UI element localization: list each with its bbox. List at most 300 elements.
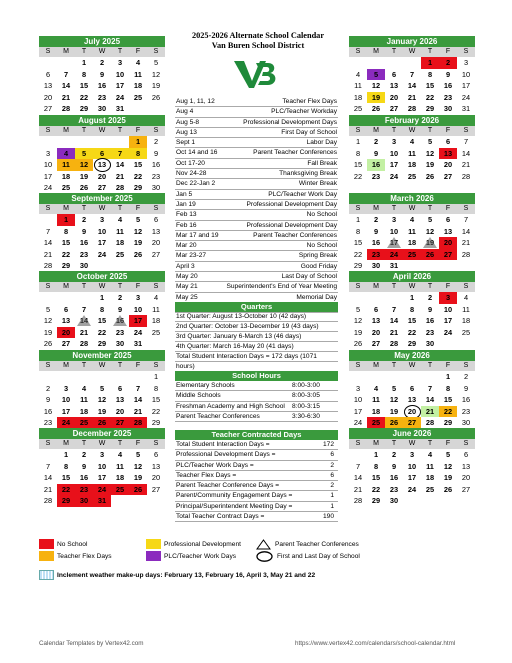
week-row bbox=[349, 92, 475, 104]
day-cell: 23 bbox=[367, 249, 385, 261]
weekday-label: M bbox=[373, 48, 379, 55]
day-cell: 6 bbox=[45, 69, 51, 79]
contract-days-section bbox=[175, 430, 338, 522]
month-calendar bbox=[39, 115, 165, 205]
day-cell: 20 bbox=[439, 237, 457, 249]
weekday-label: F bbox=[135, 362, 141, 369]
weekday-label: S bbox=[463, 362, 469, 369]
day-cell: 7 bbox=[463, 137, 469, 146]
day-cell: 3 bbox=[45, 148, 51, 158]
day-cell: 10 bbox=[97, 226, 107, 236]
weekday-label: S bbox=[463, 440, 469, 447]
weekday-label: S bbox=[45, 440, 51, 447]
event-date: Dec 22-Jan 2 bbox=[176, 180, 216, 188]
day-cell: 16 bbox=[443, 81, 453, 90]
day-cell: 18 bbox=[115, 238, 125, 247]
week-row bbox=[349, 315, 475, 327]
day-cell: 18 bbox=[371, 406, 381, 416]
event-date: Mar 20 bbox=[176, 242, 197, 250]
month-calendar bbox=[39, 193, 165, 272]
month-calendar bbox=[39, 271, 165, 350]
day-cell: 16 bbox=[151, 160, 161, 169]
events-list bbox=[175, 97, 338, 313]
weekday-label: M bbox=[63, 48, 69, 55]
contract-row bbox=[175, 512, 338, 522]
legend-pd bbox=[146, 539, 241, 549]
week-row bbox=[39, 103, 165, 115]
day-cell: 2 bbox=[427, 293, 433, 302]
day-cell: 25 bbox=[367, 417, 385, 429]
day-cell bbox=[349, 371, 367, 383]
day-cell bbox=[421, 371, 439, 383]
day-cell: 4 bbox=[373, 383, 379, 393]
day-cell: 25 bbox=[407, 171, 417, 181]
event-date: May 21 bbox=[176, 283, 198, 291]
weekday-header bbox=[349, 439, 475, 449]
quarters-section bbox=[175, 302, 338, 370]
weekday-label: S bbox=[45, 205, 51, 212]
day-cell bbox=[421, 260, 439, 272]
day-cell: 14 bbox=[389, 316, 399, 325]
quarter-line: 3rd Quarter: January 6-March 13 (46 days) bbox=[175, 332, 338, 342]
weekday-label: W bbox=[408, 48, 416, 55]
event-row bbox=[175, 262, 338, 272]
day-cell: 1 bbox=[129, 136, 147, 148]
day-cell bbox=[111, 371, 129, 383]
day-cell: 24 bbox=[461, 92, 471, 102]
day-cell: 8 bbox=[427, 69, 433, 79]
day-cell: 27 bbox=[151, 484, 161, 494]
event-description: Professional Development Day bbox=[246, 221, 337, 229]
day-cell: 25 bbox=[403, 249, 421, 261]
day-cell: 13 bbox=[439, 148, 457, 160]
day-cell bbox=[147, 495, 165, 507]
weekday-label: S bbox=[463, 283, 469, 290]
day-cell: 7 bbox=[463, 215, 469, 224]
day-cell: 31 bbox=[389, 261, 399, 270]
day-cell: 18 bbox=[151, 316, 161, 325]
legend-weather bbox=[39, 570, 315, 580]
day-cell: 7 bbox=[391, 304, 397, 314]
day-cell: 19 bbox=[443, 473, 453, 482]
day-cell: 7 bbox=[63, 69, 69, 79]
day-cell: 8 bbox=[355, 226, 361, 236]
event-date: Mar 23-27 bbox=[176, 252, 207, 260]
day-cell: 5 bbox=[99, 383, 105, 393]
day-cell: 3 bbox=[117, 58, 123, 67]
week-row bbox=[349, 371, 475, 383]
day-cell: 4 bbox=[135, 58, 141, 67]
day-cell bbox=[403, 260, 421, 272]
month-calendar bbox=[349, 193, 475, 272]
day-cell bbox=[129, 260, 147, 272]
day-cell: 22 bbox=[439, 406, 457, 418]
contract-value: 6 bbox=[330, 471, 334, 479]
event-description: Professional Development Day bbox=[246, 200, 337, 208]
event-row bbox=[175, 241, 338, 251]
day-cell bbox=[385, 371, 403, 383]
event-date: Aug 4 bbox=[176, 108, 194, 116]
contract-label: Parent/Community Engagement Days = bbox=[176, 492, 293, 500]
week-row bbox=[349, 406, 475, 418]
day-cell: 25 bbox=[61, 183, 71, 192]
contract-row bbox=[175, 502, 338, 512]
weekday-header bbox=[39, 439, 165, 449]
day-cell: 13 bbox=[43, 81, 53, 90]
event-description: Fall Break bbox=[307, 159, 337, 167]
day-cell: 22 bbox=[57, 484, 75, 496]
contract-row bbox=[175, 491, 338, 501]
day-cell: 16 bbox=[371, 238, 381, 247]
month-header: October 2025 bbox=[39, 271, 165, 282]
title-line1: 2025-2026 Alternate School Calendar bbox=[191, 31, 325, 40]
day-cell: 9 bbox=[99, 69, 105, 79]
week-row bbox=[349, 237, 475, 249]
day-cell: 13 bbox=[443, 226, 453, 236]
day-cell: 17 bbox=[461, 81, 471, 90]
week-row bbox=[349, 136, 475, 148]
day-cell: 9 bbox=[373, 148, 379, 158]
event-row bbox=[175, 200, 338, 210]
day-cell: 23 bbox=[151, 171, 161, 181]
day-cell: 25 bbox=[75, 417, 93, 429]
weekday-label: T bbox=[427, 205, 433, 212]
triangle-icon bbox=[256, 539, 271, 550]
day-cell: 2 bbox=[439, 57, 457, 69]
week-row bbox=[349, 484, 475, 496]
day-cell: 20 bbox=[97, 171, 107, 181]
weekday-header bbox=[349, 204, 475, 214]
day-cell: 22 bbox=[353, 249, 363, 259]
event-row bbox=[175, 190, 338, 200]
day-cell: 2 bbox=[463, 372, 469, 381]
day-cell: 7 bbox=[409, 69, 415, 79]
day-cell bbox=[403, 495, 421, 507]
day-cell: 29 bbox=[97, 339, 107, 348]
day-cell: 10 bbox=[133, 304, 143, 314]
month-header: September 2025 bbox=[39, 193, 165, 204]
day-cell: 29 bbox=[79, 104, 89, 113]
day-cell: 6 bbox=[117, 383, 123, 393]
day-cell: 8 bbox=[129, 148, 147, 160]
day-cell: 2 bbox=[373, 137, 379, 146]
day-cell: 6 bbox=[63, 304, 69, 314]
event-description: Parent Teacher Conferences bbox=[253, 231, 337, 239]
red-swatch-icon bbox=[39, 539, 54, 549]
day-cell: 14 bbox=[425, 395, 435, 404]
week-row bbox=[349, 449, 475, 461]
day-cell: 16 bbox=[97, 81, 107, 90]
day-cell: 17 bbox=[407, 473, 417, 482]
weekday-label: M bbox=[373, 283, 379, 290]
day-cell: 20 bbox=[389, 92, 399, 102]
week-row bbox=[39, 484, 165, 496]
day-cell bbox=[57, 136, 75, 148]
day-cell: 1 bbox=[153, 372, 159, 381]
day-cell: 21 bbox=[133, 406, 143, 416]
week-row bbox=[39, 92, 165, 104]
legend-firstlast-label: First and Last Day of School bbox=[277, 553, 360, 560]
day-cell: 10 bbox=[443, 304, 453, 314]
day-cell: 5 bbox=[445, 450, 451, 459]
contract-row bbox=[175, 440, 338, 450]
event-description: PLC/Teacher Workday bbox=[271, 108, 337, 116]
day-cell: 21 bbox=[353, 484, 363, 494]
day-cell: 24 bbox=[133, 327, 143, 337]
weekday-label: W bbox=[98, 48, 106, 55]
weekday-label: T bbox=[81, 440, 87, 447]
day-cell: 26 bbox=[129, 484, 147, 496]
weekday-label: S bbox=[355, 440, 361, 447]
day-cell: 31 bbox=[115, 104, 125, 113]
week-row bbox=[349, 57, 475, 69]
day-cell: 15 bbox=[61, 473, 71, 482]
day-cell: 17 bbox=[385, 237, 403, 249]
day-cell: 10 bbox=[407, 461, 417, 471]
week-row bbox=[349, 327, 475, 339]
month-calendar bbox=[349, 271, 475, 350]
day-cell: 11 bbox=[354, 81, 362, 90]
legend-flex bbox=[39, 551, 112, 561]
day-cell: 1 bbox=[421, 57, 439, 69]
day-cell: 24 bbox=[407, 484, 417, 494]
day-cell: 4 bbox=[409, 215, 415, 224]
day-cell bbox=[367, 371, 385, 383]
day-cell: 29 bbox=[61, 261, 71, 270]
day-cell: 18 bbox=[461, 316, 471, 325]
day-cell bbox=[147, 103, 165, 115]
day-cell: 26 bbox=[93, 417, 111, 429]
weekday-header bbox=[349, 361, 475, 371]
weekday-label: F bbox=[135, 440, 141, 447]
day-cell: 16 bbox=[111, 315, 129, 327]
contract-value: 1 bbox=[330, 502, 334, 510]
day-cell: 16 bbox=[79, 238, 89, 247]
day-cell: 11 bbox=[408, 226, 416, 236]
day-cell: 9 bbox=[391, 461, 397, 471]
weekday-label: M bbox=[63, 283, 69, 290]
weekday-label: M bbox=[63, 205, 69, 212]
weekday-label: W bbox=[408, 127, 416, 134]
day-cell: 18 bbox=[407, 238, 417, 247]
event-row bbox=[175, 231, 338, 241]
weekday-label: F bbox=[135, 205, 141, 212]
weekday-label: S bbox=[153, 127, 159, 134]
purple-swatch-icon bbox=[146, 551, 161, 561]
day-cell: 12 bbox=[151, 69, 161, 79]
event-date: May 20 bbox=[176, 273, 198, 281]
weekday-label: W bbox=[98, 362, 106, 369]
day-cell: 5 bbox=[135, 450, 141, 459]
day-cell bbox=[421, 495, 439, 507]
day-cell: 5 bbox=[45, 304, 51, 314]
event-date: Nov 24-28 bbox=[176, 170, 207, 178]
weekday-label: T bbox=[81, 48, 87, 55]
hours-school: Elementary Schools bbox=[176, 382, 235, 389]
day-cell: 24 bbox=[443, 327, 453, 337]
day-cell: 10 bbox=[115, 69, 125, 79]
day-cell bbox=[403, 57, 421, 69]
event-date: Mar 17 and 19 bbox=[176, 231, 219, 239]
day-cell: 25 bbox=[425, 484, 435, 494]
weekday-label: M bbox=[373, 205, 379, 212]
week-row bbox=[39, 292, 165, 304]
hours-school: Freshman Academy and High School bbox=[176, 402, 285, 410]
week-row bbox=[39, 159, 165, 171]
quarter-line: 1st Quarter: August 13-October 10 (42 days) bbox=[175, 312, 338, 322]
month-calendar bbox=[349, 350, 475, 440]
weekday-label: T bbox=[117, 48, 123, 55]
weekday-label: S bbox=[153, 205, 159, 212]
day-cell bbox=[457, 338, 475, 350]
week-row bbox=[349, 461, 475, 473]
day-cell: 24 bbox=[93, 484, 111, 496]
day-cell: 11 bbox=[462, 304, 470, 314]
day-cell: 17 bbox=[97, 238, 107, 247]
weekday-label: S bbox=[355, 362, 361, 369]
day-cell: 8 bbox=[63, 461, 69, 471]
day-cell: 25 bbox=[353, 104, 363, 113]
event-row bbox=[175, 97, 338, 107]
weekday-label: F bbox=[445, 283, 451, 290]
contract-value: 1 bbox=[330, 492, 334, 500]
hours-time: 8:00-3:00 bbox=[292, 382, 320, 389]
day-cell: 18 bbox=[79, 406, 89, 416]
day-cell: 13 bbox=[151, 461, 161, 471]
week-row bbox=[39, 214, 165, 226]
weekday-label: S bbox=[153, 283, 159, 290]
day-cell: 19 bbox=[389, 406, 399, 416]
day-cell: 3 bbox=[439, 292, 457, 304]
week-row bbox=[349, 472, 475, 484]
day-cell: 30 bbox=[151, 183, 161, 192]
day-cell: 23 bbox=[75, 484, 93, 496]
day-cell: 27 bbox=[443, 171, 453, 181]
event-date: Aug 5-8 bbox=[176, 118, 200, 126]
month-calendar bbox=[39, 36, 165, 115]
day-cell: 21 bbox=[79, 327, 89, 337]
day-cell: 19 bbox=[97, 406, 107, 416]
weekday-label: M bbox=[373, 440, 379, 447]
week-row bbox=[39, 406, 165, 418]
legend-flex-label: Teacher Flex Days bbox=[57, 552, 112, 560]
hours-school: Middle Schools bbox=[176, 392, 221, 400]
day-cell bbox=[39, 214, 57, 226]
day-cell: 28 bbox=[43, 496, 53, 505]
month-header: May 2026 bbox=[349, 350, 475, 361]
quarters-header: Quarters bbox=[175, 302, 338, 312]
month-header: February 2026 bbox=[349, 115, 475, 126]
day-cell: 10 bbox=[389, 226, 399, 236]
day-cell: 26 bbox=[443, 484, 453, 494]
day-cell: 8 bbox=[355, 148, 361, 158]
weekday-label: S bbox=[45, 283, 51, 290]
day-cell: 5 bbox=[135, 215, 141, 224]
day-cell: 20 bbox=[443, 160, 453, 169]
day-cell: 15 bbox=[353, 160, 363, 169]
day-cell: 20 bbox=[57, 327, 75, 339]
day-cell: 29 bbox=[425, 104, 435, 113]
week-row bbox=[349, 417, 475, 429]
weekday-label: T bbox=[81, 127, 87, 134]
week-row bbox=[39, 383, 165, 395]
weekday-label: S bbox=[463, 48, 469, 55]
day-cell: 14 bbox=[61, 81, 71, 90]
event-description: Memorial Day bbox=[296, 293, 337, 301]
week-row bbox=[349, 394, 475, 406]
event-row bbox=[175, 272, 338, 282]
weekday-label: T bbox=[117, 362, 123, 369]
month-header: April 2026 bbox=[349, 271, 475, 282]
weekday-label: S bbox=[355, 127, 361, 134]
hours-row bbox=[175, 402, 338, 412]
event-description: Superintendent's End of Year Meeting bbox=[226, 283, 337, 291]
day-cell: 31 bbox=[461, 104, 471, 113]
day-cell: 10 bbox=[389, 148, 399, 158]
event-date: May 25 bbox=[176, 293, 198, 301]
weekday-label: S bbox=[355, 205, 361, 212]
day-cell: 24 bbox=[97, 249, 107, 259]
day-cell bbox=[385, 57, 403, 69]
weekday-label: F bbox=[445, 205, 451, 212]
weekday-label: T bbox=[81, 362, 87, 369]
day-cell: 3 bbox=[99, 215, 105, 224]
event-description: Good Friday bbox=[300, 262, 337, 270]
contract-row bbox=[175, 471, 338, 481]
orange-swatch-icon bbox=[39, 551, 54, 561]
week-row bbox=[39, 80, 165, 92]
day-cell: 10 bbox=[461, 69, 471, 79]
day-cell: 4 bbox=[57, 148, 75, 160]
month-header: August 2025 bbox=[39, 115, 165, 126]
event-row bbox=[175, 128, 338, 138]
day-cell: 28 bbox=[61, 104, 71, 113]
day-cell: 6 bbox=[409, 383, 415, 393]
day-cell: 28 bbox=[79, 339, 89, 348]
day-cell: 14 bbox=[43, 238, 53, 247]
day-cell: 1 bbox=[445, 372, 451, 381]
day-cell: 28 bbox=[353, 496, 363, 505]
legend-weather-label: Inclement weather make-up days: February 13, February 16, April 3, May 21 and 22 bbox=[57, 571, 316, 579]
weekday-label: F bbox=[445, 362, 451, 369]
week-row bbox=[349, 159, 475, 171]
school-hours-header: School Hours bbox=[175, 371, 338, 381]
day-cell: 2 bbox=[45, 383, 51, 393]
weekday-header bbox=[39, 126, 165, 136]
day-cell: 17 bbox=[443, 316, 453, 325]
week-row bbox=[39, 182, 165, 194]
day-cell: 5 bbox=[427, 215, 433, 224]
month-calendar bbox=[349, 36, 475, 115]
weekday-label: T bbox=[391, 362, 397, 369]
day-cell bbox=[147, 260, 165, 272]
day-cell: 12 bbox=[133, 461, 143, 471]
weekday-header bbox=[39, 361, 165, 371]
day-cell bbox=[349, 449, 367, 461]
contract-label: Total Student Interaction Days = bbox=[176, 441, 270, 448]
day-cell bbox=[111, 495, 129, 507]
month-calendar bbox=[39, 428, 165, 507]
day-cell: 13 bbox=[389, 81, 399, 90]
weekday-label: T bbox=[391, 48, 397, 55]
day-cell: 26 bbox=[151, 92, 161, 102]
legend-firstlast bbox=[256, 551, 360, 562]
day-cell: 26 bbox=[353, 339, 363, 348]
day-cell: 19 bbox=[353, 327, 363, 337]
day-cell bbox=[439, 260, 457, 272]
contract-days-header: Teacher Contracted Days bbox=[175, 430, 338, 440]
week-row bbox=[39, 417, 165, 429]
